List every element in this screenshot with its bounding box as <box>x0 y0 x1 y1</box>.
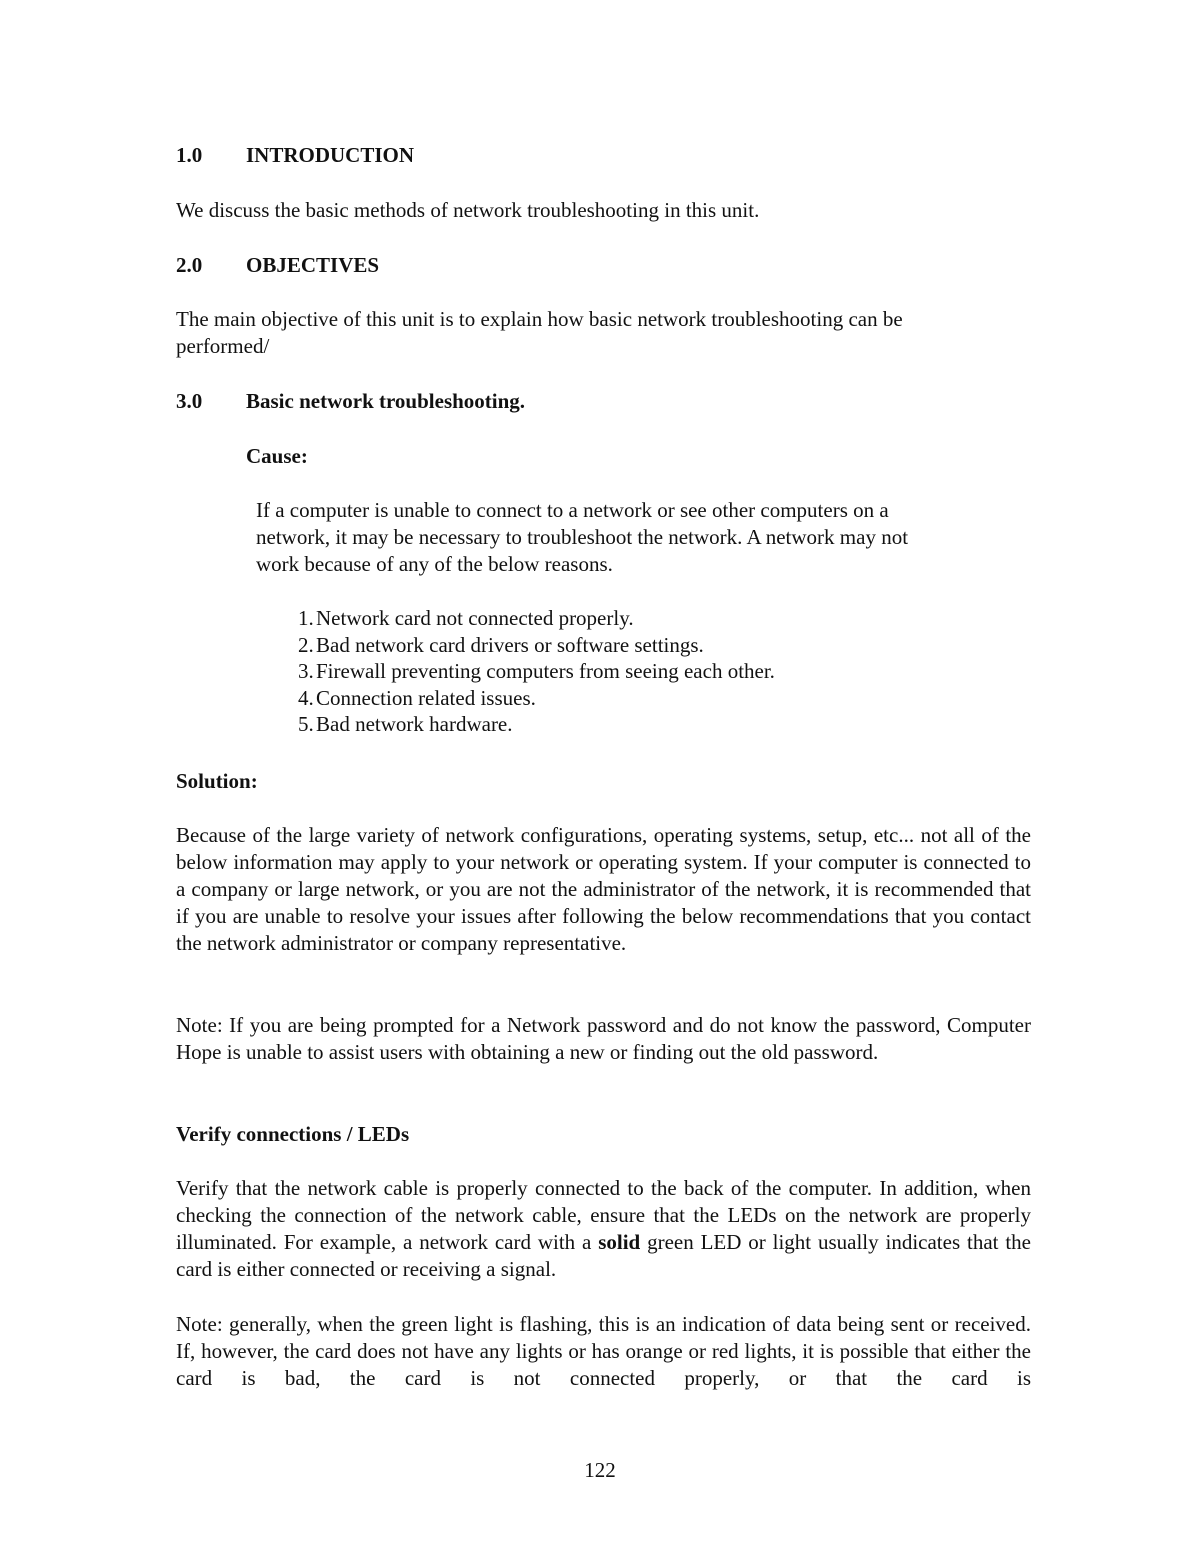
verify-text-end: green LED or light usually indicates that the card is either connected or receiving a signal. <box>176 1230 1031 1281</box>
section-number: 1.0 <box>176 143 203 167</box>
cause-line-1: If a computer is unable to connect to a network or see other computers on a <box>256 498 889 522</box>
list-item-text: Firewall preventing computers from seeing each other. <box>316 659 775 683</box>
list-item-number: 4. <box>298 685 314 710</box>
section-title: INTRODUCTION <box>246 143 415 167</box>
solution-heading: Solution: <box>176 769 258 793</box>
verify-text-start: Verify that the network cable is properly connected to the back of the computer. In addition, when checking the connection of the network cable, ensure that the LEDs on the network are properly illuminated. For example, a network card with a <box>176 1176 1031 1254</box>
section-title: Basic network troubleshooting. <box>246 389 526 413</box>
list-item <box>298 605 775 632</box>
solution-note: Note: If you are being prompted for a Network password and do not know the password, Computer Hope is unable to assist users with obtaining a new or finding out the old password. <box>176 1013 1031 1064</box>
section-heading-introduction <box>176 142 414 169</box>
list-item <box>298 685 775 712</box>
list-item-text: Bad network card drivers or software settings. <box>316 632 704 657</box>
list-item-text: Connection related issues. <box>316 685 536 710</box>
reasons-list <box>298 605 775 738</box>
section-heading-basic-troubleshooting <box>176 388 525 415</box>
page-number: 122 <box>584 1458 616 1482</box>
cause-heading: Cause: <box>246 444 308 468</box>
objectives-line-2: performed/ <box>176 334 270 358</box>
solution-paragraph: Because of the large variety of network configurations, operating systems, setup, etc... not all of the below information may apply to your network or operating system. If your computer is connected to a company or large network, or you are not the administrator of the network, it is recommended that if you are unable to resolve your issues after following the below recommendations that you contact the network administrator or company representative. <box>176 823 1031 955</box>
verify-heading: Verify connections / LEDs <box>176 1122 410 1146</box>
list-item-number: 2. <box>298 632 314 657</box>
list-item <box>298 632 775 659</box>
list-item-number: 1. <box>298 606 314 630</box>
section-number: 2.0 <box>176 253 203 277</box>
list-item-number: 3. <box>298 659 314 683</box>
list-item-text: Network card not connected properly. <box>316 606 634 630</box>
section-number: 3.0 <box>176 389 203 413</box>
verify-note: Note: generally, when the green light is flashing, this is an indication of data being sent or received. If, however, the card does not have any lights or has orange or red lights, it is possible that either the card is bad, the card is not connected properly, or that the card is <box>176 1312 1031 1390</box>
objectives-line-1: The main objective of this unit is to explain how basic network troubleshooting can be <box>176 307 903 331</box>
section-title: OBJECTIVES <box>246 253 380 277</box>
cause-line-2: network, it may be necessary to troubleshoot the network. A network may not <box>256 525 909 549</box>
verify-text-bold: solid <box>598 1230 641 1254</box>
list-item-number: 5. <box>298 712 314 736</box>
list-item <box>298 711 775 738</box>
list-item <box>298 658 775 685</box>
list-item-text: Bad network hardware. <box>316 712 513 736</box>
verify-paragraph <box>176 1175 1031 1283</box>
section-heading-objectives <box>176 252 379 279</box>
cause-line-3: work because of any of the below reasons. <box>256 552 613 576</box>
intro-paragraph: We discuss the basic methods of network troubleshooting in this unit. <box>176 198 760 222</box>
